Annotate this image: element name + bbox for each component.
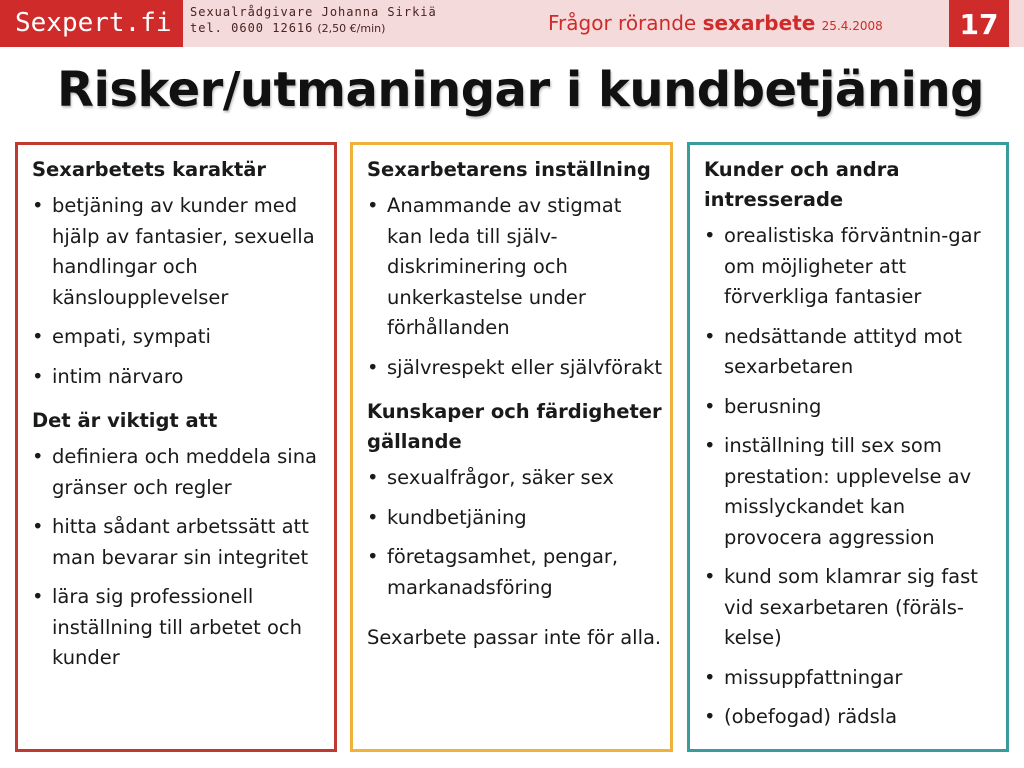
- list-item: • självrespekt eller självförakt: [367, 353, 662, 384]
- contact-phone: tel. 0600 12616: [190, 21, 314, 35]
- section-heading: Kunskaper och färdigheter gällande: [367, 400, 662, 453]
- bullet-list: [32, 191, 326, 392]
- bullet-list: [367, 463, 662, 603]
- contact-price: (2,50 €/min): [317, 22, 386, 35]
- list-item: • kundbetjäning: [367, 503, 662, 534]
- section-heading: Kunder och andra intresserade: [704, 158, 900, 211]
- bullet-list: [32, 442, 326, 674]
- list-item: • företagsamhet, pengar, markanadsföring: [367, 542, 662, 603]
- column-sex-work-character: [15, 142, 337, 752]
- list-item: • (obefogad) rädsla: [704, 702, 998, 733]
- topic-date: 25.4.2008: [821, 19, 883, 33]
- list-item: • hitta sådant arbetssätt att man bevarar sin integritet: [32, 512, 326, 573]
- list-item: • lära sig professionell inställning till arbetet och kunder: [32, 582, 326, 674]
- list-item: • berusning: [704, 392, 998, 423]
- column-customers: [687, 142, 1009, 752]
- slide-title: Risker/utmaningar i kundbetjäning: [57, 62, 984, 118]
- page-number: 17: [949, 0, 1009, 47]
- topic-bold: sexarbete: [702, 11, 816, 35]
- bullet-list: [704, 221, 998, 733]
- list-item: • nedsättande attityd mot sexarbetaren: [704, 322, 998, 383]
- list-item: • empati, sympati: [32, 322, 326, 353]
- list-item: • intim närvaro: [32, 362, 326, 393]
- brand-logo: Sexpert.fi: [15, 8, 172, 38]
- brand-block: [0, 0, 183, 47]
- list-item: • inställning till sex som prestation: upplevelse av misslyckandet kan provocera aggression: [704, 431, 998, 553]
- contact-phone-line: [190, 20, 437, 37]
- list-item: • definiera och meddela sina gränser och regler: [32, 442, 326, 503]
- list-item: • Anammande av stigmat kan leda till själv-diskriminering och unkerkastelse under förhållanden: [367, 191, 662, 344]
- list-item: • kund som klamrar sig fast vid sexarbetaren (förälskelse): [704, 562, 998, 654]
- topic-prefix: Frågor rörande: [548, 11, 697, 35]
- list-item: • missuppfattningar: [704, 663, 998, 694]
- list-item: • sexualfrågor, säker sex: [367, 463, 662, 494]
- list-item: • betjäning av kunder med hjälp av fantasier, sexuella handlingar och känsloupplevelser: [32, 191, 326, 313]
- bullet-list: [367, 191, 662, 383]
- section-heading: Det är viktigt att: [32, 409, 218, 432]
- list-item: • orealistiska förväntnin-gar om möjligheter att förverkliga fantasier: [704, 221, 998, 313]
- section-heading: Sexarbetarens inställning: [367, 158, 651, 181]
- closing-note: Sexarbete passar inte för alla.: [367, 626, 662, 649]
- column-sex-worker-attitude: [350, 142, 673, 752]
- contact-info: [190, 4, 437, 37]
- contact-name: Sexualrådgivare Johanna Sirkiä: [190, 5, 437, 19]
- header-bar: [0, 0, 1024, 47]
- topic-line: [548, 11, 883, 35]
- section-heading: Sexarbetets karaktär: [32, 158, 267, 181]
